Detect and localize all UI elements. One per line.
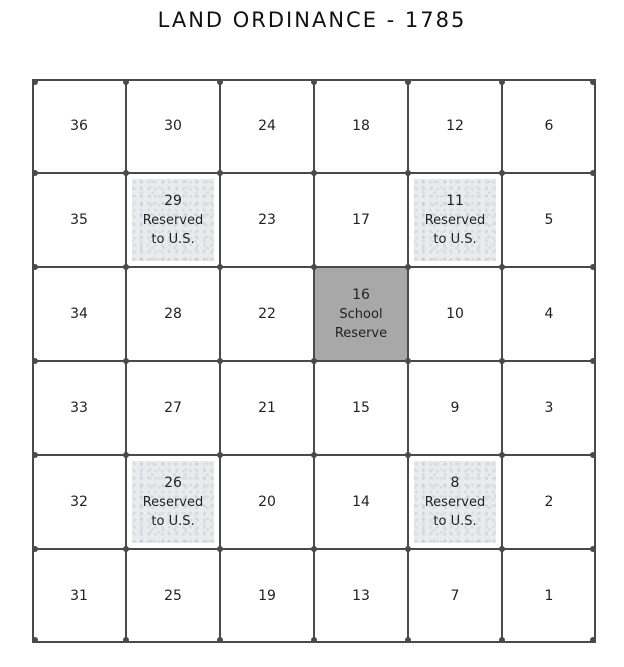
section-number: 33	[70, 400, 88, 416]
section-number: 31	[70, 588, 88, 604]
grid-intersection-dot	[123, 79, 129, 85]
grid-intersection-dot	[405, 546, 411, 552]
grid-intersection-dot	[311, 546, 317, 552]
section-number: 30	[164, 118, 182, 134]
section-number: 1	[544, 588, 554, 604]
section-note-line2: Reserve	[334, 326, 388, 341]
section-number: 7	[450, 588, 460, 604]
section-number: 5	[544, 212, 554, 228]
section-number: 9	[450, 400, 460, 416]
grid-intersection-dot	[32, 79, 38, 85]
grid-intersection-dot	[311, 170, 317, 176]
section-number: 23	[258, 212, 276, 228]
section-note-line1: Reserved	[142, 213, 204, 228]
section-number: 24	[258, 118, 276, 134]
grid-intersection-dot	[32, 637, 38, 643]
grid-intersection-dot	[405, 170, 411, 176]
section-number: 10	[446, 306, 464, 322]
diagram-title: LAND ORDINANCE - 1785	[157, 8, 467, 32]
grid-intersection-dot	[123, 637, 129, 643]
grid-intersection-dot	[311, 358, 317, 364]
grid-intersection-dot	[123, 170, 129, 176]
grid-intersection-dot	[499, 358, 505, 364]
section-number: 11	[446, 193, 464, 209]
grid-intersection-dot	[311, 637, 317, 643]
section-note-line1: Reserved	[424, 213, 486, 228]
section-number: 2	[544, 494, 554, 510]
grid-intersection-dot	[499, 264, 505, 270]
grid-intersection-dot	[405, 358, 411, 364]
grid-intersection-dot	[405, 637, 411, 643]
grid-intersection-dot	[123, 358, 129, 364]
section-number: 13	[352, 588, 370, 604]
section-note-line2: to U.S.	[433, 232, 477, 247]
section-number: 27	[164, 400, 182, 416]
grid-intersection-dot	[32, 546, 38, 552]
grid-intersection-dot	[405, 452, 411, 458]
section-number: 29	[164, 193, 182, 209]
section-note-line1: Reserved	[424, 495, 486, 510]
section-number: 22	[258, 306, 276, 322]
section-note-line1: Reserved	[142, 495, 204, 510]
grid-intersection-dot	[32, 452, 38, 458]
section-number: 21	[258, 400, 276, 416]
grid-intersection-dot	[311, 452, 317, 458]
grid-intersection-dot	[499, 637, 505, 643]
grid-intersection-dot	[405, 264, 411, 270]
grid-intersection-dot	[217, 170, 223, 176]
grid-intersection-dot	[590, 79, 596, 85]
section-number: 14	[352, 494, 370, 510]
section-number: 8	[450, 475, 460, 491]
grid-intersection-dot	[217, 452, 223, 458]
section-number: 3	[544, 400, 554, 416]
grid-intersection-dot	[590, 546, 596, 552]
section-number: 19	[258, 588, 276, 604]
grid-intersection-dot	[590, 358, 596, 364]
grid-intersection-dot	[499, 170, 505, 176]
section-number: 6	[544, 118, 554, 134]
grid-lines	[32, 79, 596, 643]
grid-intersection-dot	[405, 79, 411, 85]
grid-intersection-dot	[590, 170, 596, 176]
grid-intersection-dot	[123, 452, 129, 458]
grid-intersection-dot	[311, 264, 317, 270]
grid-intersection-dot	[217, 358, 223, 364]
grid-intersection-dot	[32, 170, 38, 176]
section-note-line2: to U.S.	[433, 514, 477, 529]
grid-intersection-dot	[123, 264, 129, 270]
grid-intersection-dot	[217, 264, 223, 270]
grid-intersection-dot	[590, 452, 596, 458]
grid-intersection-dot	[32, 264, 38, 270]
section-number: 25	[164, 588, 182, 604]
grid-intersection-dot	[217, 546, 223, 552]
grid-intersection-dot	[217, 637, 223, 643]
grid-intersection-dot	[499, 79, 505, 85]
grid-intersection-dot	[217, 79, 223, 85]
section-number: 34	[70, 306, 88, 322]
section-note-line2: to U.S.	[151, 514, 195, 529]
grid-intersection-dot	[311, 79, 317, 85]
section-number: 17	[352, 212, 370, 228]
section-number: 26	[164, 475, 182, 491]
section-number: 28	[164, 306, 182, 322]
township-grid	[32, 79, 596, 643]
section-number: 32	[70, 494, 88, 510]
section-number: 18	[352, 118, 370, 134]
grid-intersection-dot	[590, 637, 596, 643]
section-number: 12	[446, 118, 464, 134]
grid-intersection-dot	[123, 546, 129, 552]
section-number: 16	[352, 287, 370, 303]
section-note-line1: School	[339, 307, 383, 322]
grid-intersection-dot	[499, 546, 505, 552]
section-number: 35	[70, 212, 88, 228]
section-number: 36	[70, 118, 88, 134]
section-number: 20	[258, 494, 276, 510]
section-number: 15	[352, 400, 370, 416]
grid-intersection-dot	[590, 264, 596, 270]
grid-intersection-dot	[499, 452, 505, 458]
section-note-line2: to U.S.	[151, 232, 195, 247]
grid-intersection-dot	[32, 358, 38, 364]
section-number: 4	[544, 306, 554, 322]
